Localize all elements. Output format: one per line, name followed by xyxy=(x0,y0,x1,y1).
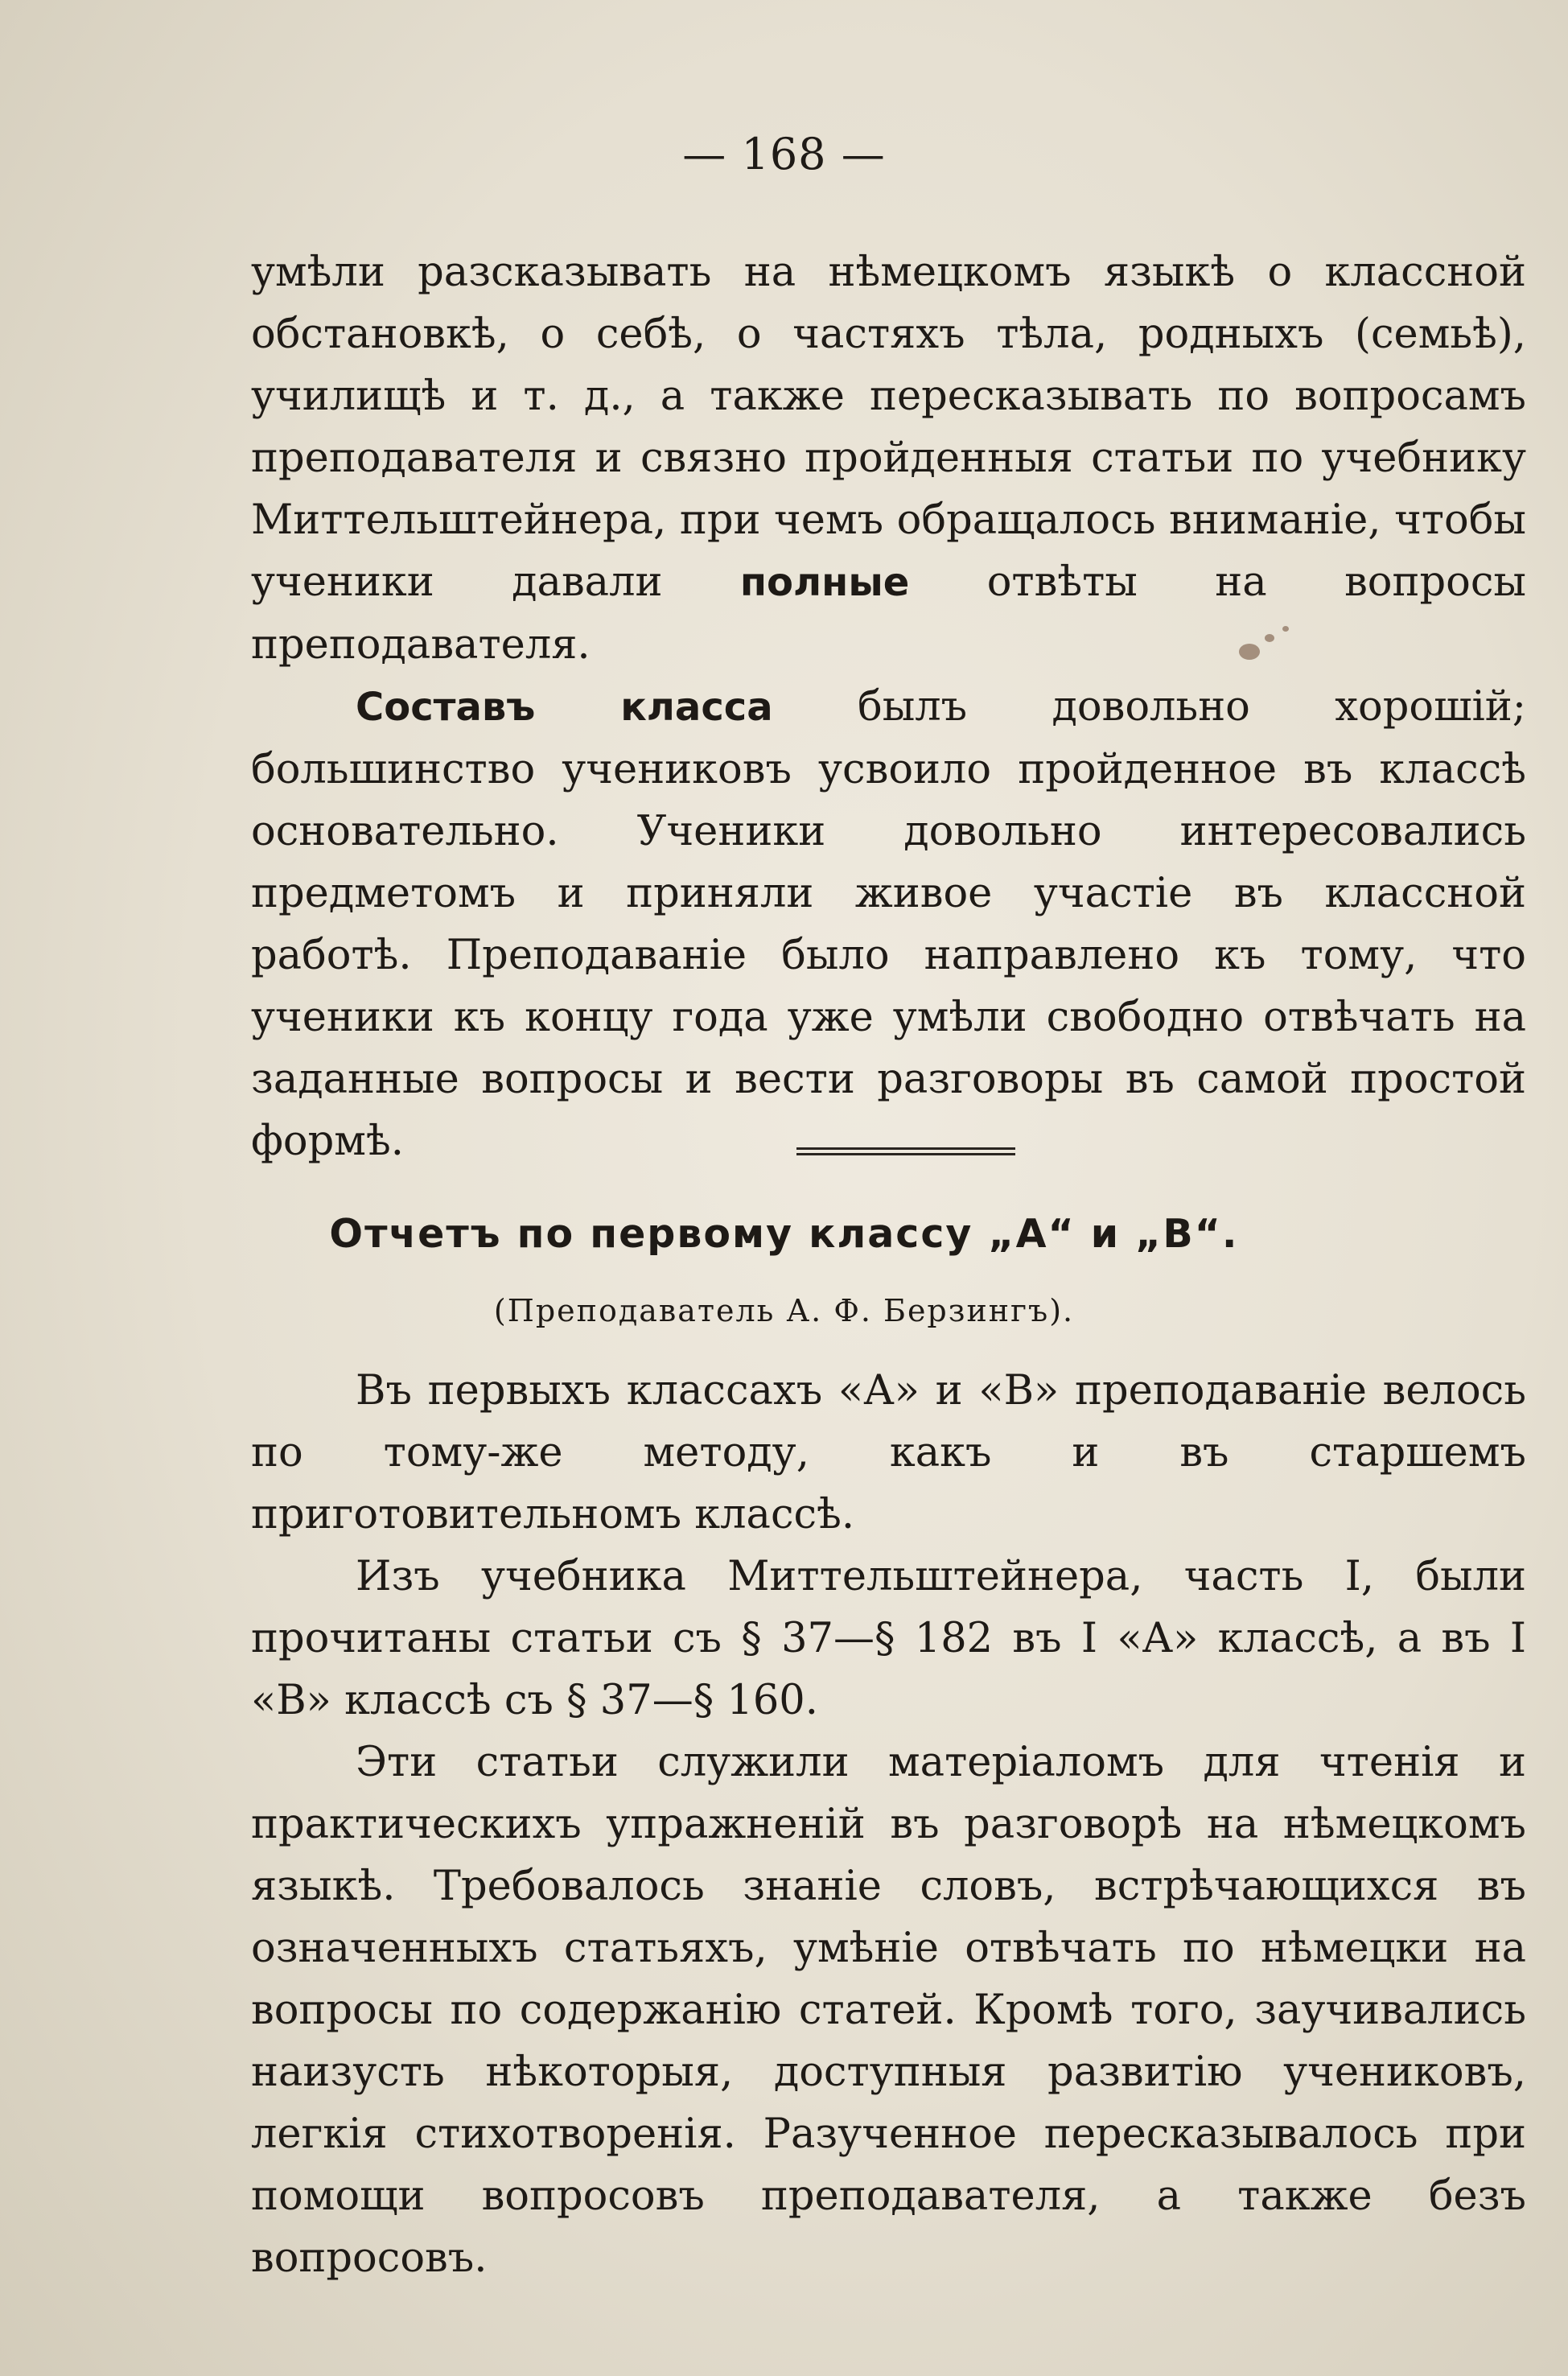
section-paragraph: Эти статьи служили матеріаломъ для чтенія и практическихъ упражненій въ разговорѣ на нѣмецкомъ языкѣ. Требовалось знаніе словъ, встрѣчающихся въ означенныхъ статьяхъ, умѣніе отвѣчать по нѣмецки на вопросы по содержанію статей. Кромѣ того, заучивались наизусть нѣкоторыя, доступныя развитію учениковъ, легкія стихотворенія. Разученное пересказывалось при помощи вопросовъ преподавателя, а также безъ вопросовъ. xyxy=(251,1739,1526,2282)
section-title: Отчетъ по первому классу „А“ и „В“. xyxy=(329,1211,1239,1257)
intro-paragraph xyxy=(251,241,1526,676)
page-number: — 168 — xyxy=(682,129,886,179)
intro-bold-word: полные xyxy=(739,560,910,605)
section-paragraph: Изъ учебника Миттельштейнера, часть I, были прочитаны статьи съ § 37—§ 182 въ I «А» классѣ, а въ I «В» классѣ съ § 37—§ 160. xyxy=(251,1553,1526,1724)
composition-heading: Составъ класса xyxy=(356,685,773,730)
composition-paragraph-block xyxy=(251,676,1526,1172)
section-body xyxy=(251,1360,1526,2289)
teacher-name: (Преподаватель А. Ф. Берзингъ). xyxy=(493,1293,1075,1328)
composition-paragraph xyxy=(251,676,1526,1172)
section-divider xyxy=(796,1147,1015,1155)
section-paragraph: Въ первыхъ классахъ «А» и «В» преподаваніе велось по тому-же методу, какъ и въ старшемъ приготовительномъ классѣ. xyxy=(251,1367,1526,1538)
intro-text-end: отвѣты на вопросы преподавателя. xyxy=(251,558,1526,669)
intro-paragraph-block xyxy=(251,241,1526,676)
intro-text-start: умѣли разсказывать на нѣмецкомъ языкѣ о классной обстановкѣ, о себѣ, о частяхъ тѣла, родныхъ (семьѣ), училищѣ и т. д., а также пересказывать по вопросамъ преподавателя и связно пройденныя статьи по учебнику Миттельштейнера, при чемъ обращалось вниманіе, чтобы ученики давали xyxy=(251,249,1526,606)
composition-text: былъ довольно хорошій; большинство учениковъ усвоило пройденное въ классѣ основательно. Ученики довольно интересовались предметомъ и приняли живое участіе въ классной работѣ. Преподаваніе было направлено къ тому, что ученики къ концу года уже умѣли свободно отвѣчать на заданные вопросы и вести разговоры въ самой простой формѣ. xyxy=(251,683,1526,1165)
